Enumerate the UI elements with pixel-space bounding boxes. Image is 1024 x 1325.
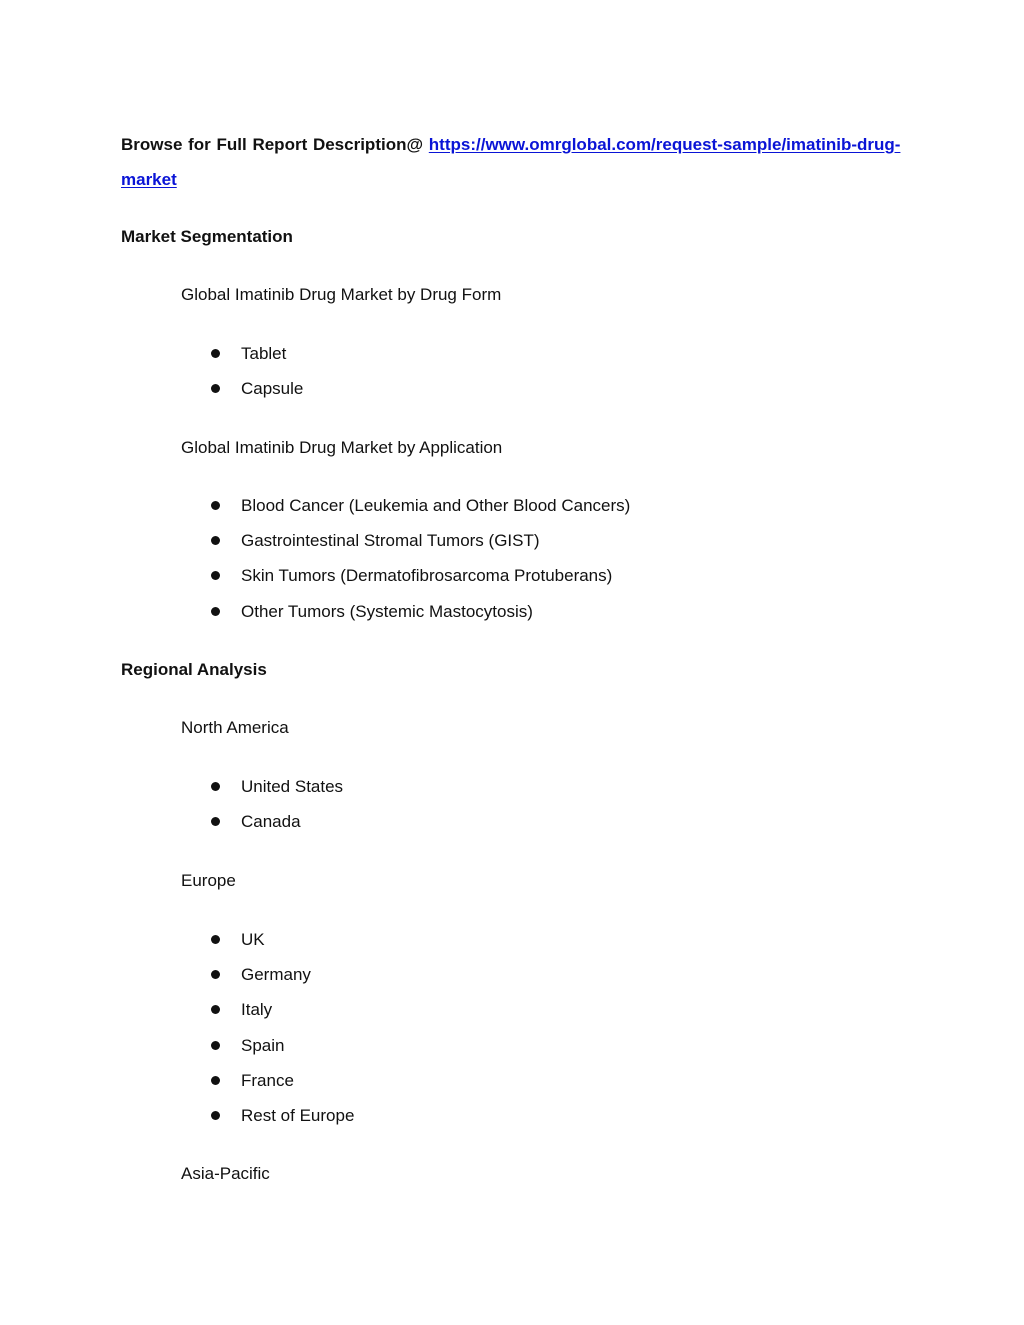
bullet-icon — [211, 384, 220, 393]
bullet-icon — [211, 501, 220, 510]
asia-pacific-subheading: Asia-Pacific — [181, 1164, 270, 1183]
bullet-icon — [211, 817, 220, 826]
list-item: Tablet — [0, 343, 303, 378]
north-america-subheading: North America — [181, 718, 289, 737]
bullet-icon — [211, 349, 220, 358]
list-item: Other Tumors (Systemic Mastocytosis) — [0, 601, 630, 636]
list-item: Blood Cancer (Leukemia and Other Blood Cancers) — [0, 495, 630, 530]
europe-list — [0, 929, 354, 1140]
list-item: Germany — [0, 964, 354, 999]
application-subheading: Global Imatinib Drug Market by Application — [181, 438, 503, 457]
list-item: Rest of Europe — [0, 1105, 354, 1140]
application-list — [0, 495, 630, 636]
browse-report-line — [121, 127, 911, 197]
list-item: Spain — [0, 1035, 354, 1070]
list-item: Canada — [0, 811, 343, 846]
bullet-icon — [211, 935, 220, 944]
bullet-icon — [211, 571, 220, 580]
list-item: UK — [0, 929, 354, 964]
bullet-icon — [211, 782, 220, 791]
bullet-icon — [211, 1041, 220, 1050]
bullet-icon — [211, 970, 220, 979]
drug-form-list — [0, 343, 303, 413]
list-item: Gastrointestinal Stromal Tumors (GIST) — [0, 530, 630, 565]
list-item: Skin Tumors (Dermatofibrosarcoma Protuberans) — [0, 565, 630, 600]
list-item: Capsule — [0, 378, 303, 413]
bullet-icon — [211, 1076, 220, 1085]
bullet-icon — [211, 607, 220, 616]
list-item: United States — [0, 776, 343, 811]
list-item: France — [0, 1070, 354, 1105]
bullet-icon — [211, 1111, 220, 1120]
market-segmentation-heading: Market Segmentation — [121, 227, 293, 246]
list-item: Italy — [0, 999, 354, 1034]
report-link[interactable]: https://www.omrglobal.com/request-sample/imatinib-drug-market — [121, 135, 901, 189]
browse-label: Browse for Full Report Description@ — [121, 135, 424, 154]
regional-analysis-heading: Regional Analysis — [121, 660, 267, 679]
europe-subheading: Europe — [181, 871, 236, 890]
bullet-icon — [211, 1005, 220, 1014]
bullet-icon — [211, 536, 220, 545]
drug-form-subheading: Global Imatinib Drug Market by Drug Form — [181, 285, 502, 304]
north-america-list — [0, 776, 343, 846]
